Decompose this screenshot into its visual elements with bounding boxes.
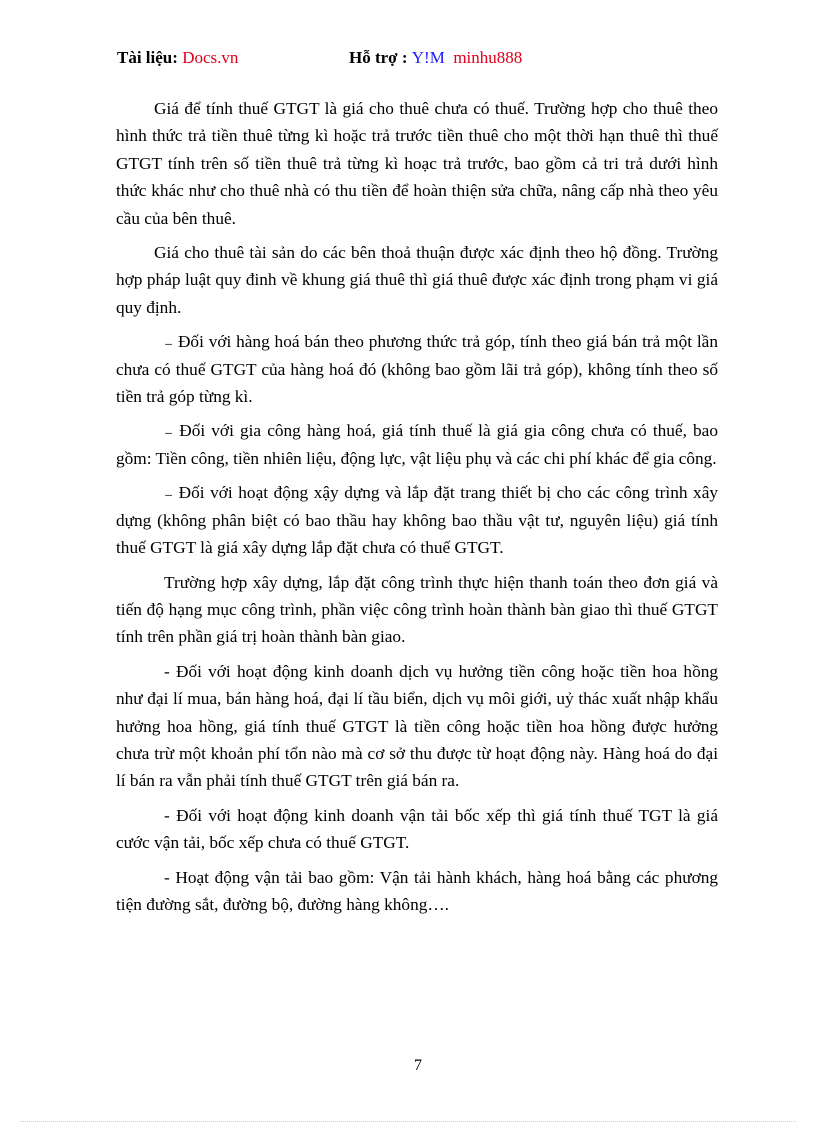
paragraph-commission: - Đối với hoạt động kinh doanh dịch vụ hưởng tiền công hoặc tiền hoa hồng như đại lí mua, bán hàng hoá, đại lí tầu biển, dịch vụ môi giới, uỷ thác xuất nhập khẩu hưởng hoa hồng, giá tính thuế GTGT là tiền công hoặc tiền hoa hồng được hưởng chưa trừ một khoản phí tổn nào mà cơ sở thu được từ hoạt động này. Hàng hoá do đại lí bán ra vẫn phải tính thuế GTGT trên giá bán ra. — [116, 661, 718, 791]
support-user: minhu888 — [453, 48, 523, 67]
page-number: 7 — [414, 1057, 422, 1074]
support-ym: Y!M — [411, 48, 445, 67]
paragraph-rental-price: Giá để tính thuế GTGT là giá cho thuê chưa có thuế. Trường hợp cho thuê theo hình thức trả tiền thuê từng kì hoặc trả trước tiền thuê cho một thời hạn thuê thì thuế GTGT tính trên số tiền thuê trả từng kì hoạc trả trước, bao gồm cả tri trả dưới hình thức khác như cho thuê nhà có thu tiền để hoàn thiện sửa chữa, nâng cấp nhà theo yêu cầu của bên thuê. — [116, 99, 718, 228]
paragraph-transport: - Đối với hoạt động kinh doanh vận tải bốc xếp thì giá tính thuế TGT là giá cước vận tải, bốc xếp chưa có thuế GTGT. — [116, 805, 718, 853]
page-header — [117, 48, 523, 68]
support-info — [349, 48, 522, 68]
support-colon: : — [397, 48, 412, 67]
document-body — [116, 95, 718, 925]
page-bottom-divider — [20, 1121, 796, 1122]
paragraph-transport-types: - Hoạt động vận tải bao gồm: Vận tải hành khách, hàng hoá bằng các phương tiện đường sắt, đường bộ, đường hàng không…. — [116, 867, 718, 914]
doc-label: Tài liệu — [117, 48, 173, 67]
paragraph-construction-payment: Trường hợp xây dựng, lắp đặt công trình thực hiện thanh toán theo đơn giá và tiến độ hạng mục công trình, phần việc công trình hoàn thành bàn giao thì thuế GTGT tính trên phần giá trị hoàn thành bàn giao. — [116, 572, 718, 647]
doc-label-colon: : — [172, 48, 183, 67]
paragraph-installment: ₋ Đối với hàng hoá bán theo phương thức trả góp, tính theo giá bán trả một lần chưa có thuế GTGT của hàng hoá đó (không bao gồm lãi trả góp), không tính theo số tiền trả góp từng kì. — [116, 332, 718, 407]
support-label: Hỗ trợ — [349, 48, 398, 67]
doc-site-link[interactable]: Docs.vn — [182, 48, 239, 67]
paragraph-construction: ₋ Đối với hoạt động xậy dựng và lắp đặt trang thiết bị cho các công trình xây dựng (không phân biệt có bao thầu hay không bao thầu vật tư, nguyên liệu) giá tính thuế GTGT là giá xây dựng lắp đặt chưa có thuế GTGT. — [116, 483, 718, 558]
paragraph-asset-rental: Giá cho thuê tài sản do các bên thoả thuận được xác định theo hộ đồng. Trường hợp pháp luật quy đinh về khung giá thuê thì giá thuê được xác định trong phạm vi giá quy định. — [116, 243, 718, 317]
paragraph-processing: ₋ Đối với gia công hàng hoá, giá tính thuế là giá gia công chưa có thuế, bao gồm: Tiền công, tiền nhiên liệu, động lực, vật liệu phụ và các chi phí khác để gia công. — [116, 421, 718, 468]
